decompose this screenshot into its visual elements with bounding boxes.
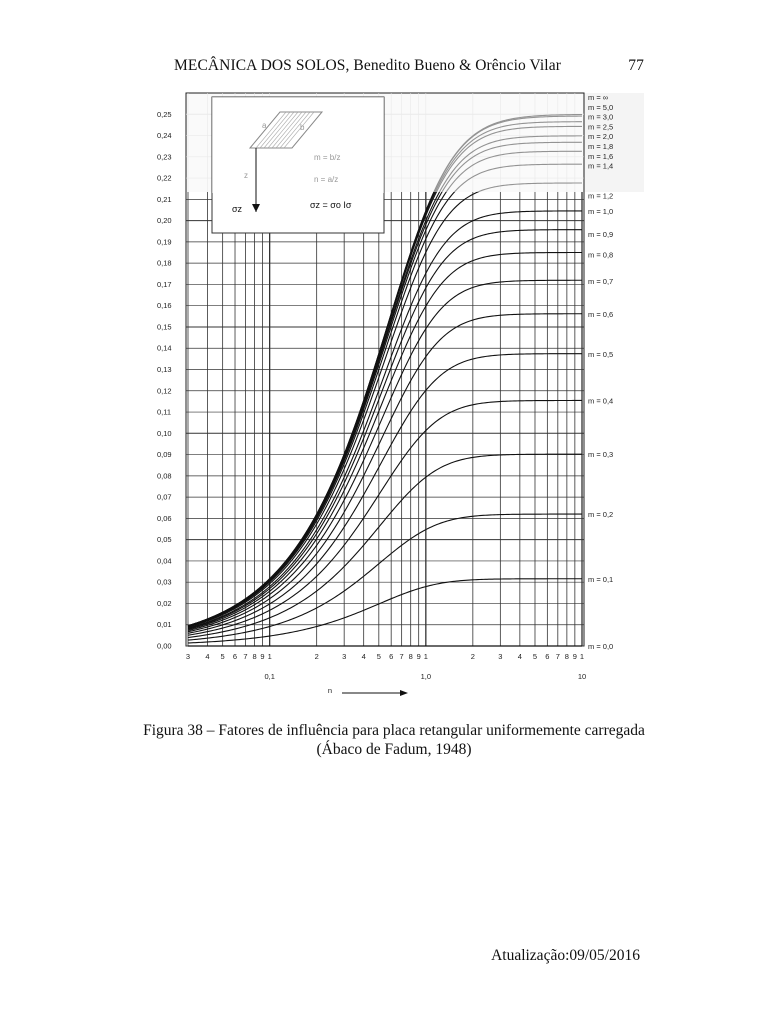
inset-label-z: z xyxy=(244,171,248,180)
x-tick-label: 7 xyxy=(243,652,248,661)
curve-m-1-0 xyxy=(188,211,582,628)
x-tick-label: 9 xyxy=(572,652,577,661)
y-tick-label: 0,20 xyxy=(157,216,172,226)
inset-diagram xyxy=(212,97,384,233)
x-tick-label: 5 xyxy=(532,652,538,661)
y-tick-label: 0,02 xyxy=(157,598,172,608)
inset-label-b: b xyxy=(300,123,305,132)
y-tick-label: 0,03 xyxy=(157,577,172,587)
y-tick-label: 0,18 xyxy=(157,258,172,268)
inset-label-sigma-z: σz xyxy=(232,204,243,214)
x-axis-ticks xyxy=(186,652,586,696)
y-tick-label: 0,12 xyxy=(157,386,172,396)
x-tick-label: 4 xyxy=(361,652,366,661)
x-tick-label: 3 xyxy=(498,652,503,661)
curve-m-0-8 xyxy=(188,252,582,629)
x-tick-label: 2 xyxy=(314,652,319,661)
caption-line-1: Figura 38 – Fatores de influência para placa retangular uniformemente carregada xyxy=(143,722,645,739)
curve-label: m = 2,0 xyxy=(588,132,614,142)
x-tick-label: 7 xyxy=(399,652,404,661)
x-tick-label: 6 xyxy=(545,652,550,661)
y-tick-label: 0,22 xyxy=(157,173,172,183)
y-tick-label: 0,09 xyxy=(157,450,172,460)
caption-line-2: (Ábaco de Fadum, 1948) xyxy=(316,741,472,758)
curve-label: m = 1,6 xyxy=(588,151,614,161)
x-tick-label: 1 xyxy=(579,652,585,661)
y-tick-label: 0,13 xyxy=(157,365,172,374)
y-tick-label: 0,10 xyxy=(157,428,172,438)
inset-eq-m: m = b/z xyxy=(314,153,341,162)
figure-caption xyxy=(120,721,668,759)
curve-m-0-9 xyxy=(188,230,582,629)
curve-label: m = 5,0 xyxy=(588,102,614,112)
x-axis-arrow-head xyxy=(400,690,408,696)
inset-eq-n: n = a/z xyxy=(314,175,339,184)
running-header-title: MECÂNICA DOS SOLOS, Benedito Bueno & Orêncio Vilar xyxy=(174,57,561,74)
y-tick-label: 0,25 xyxy=(157,109,172,119)
x-tick-label: 8 xyxy=(564,652,569,661)
x-tick-label: 9 xyxy=(260,652,265,661)
x-major-label: 0,1 xyxy=(264,672,275,681)
x-tick-label: 5 xyxy=(376,652,381,661)
y-tick-label: 0,14 xyxy=(157,343,172,353)
y-tick-label: 0,24 xyxy=(157,131,172,141)
x-major-label: 10 xyxy=(577,672,587,681)
y-tick-label: 0,23 xyxy=(157,152,172,162)
curve-m-0-3 xyxy=(188,454,582,637)
y-tick-label: 0,05 xyxy=(157,535,172,545)
y-tick-label: 0,15 xyxy=(157,322,172,332)
x-tick-label: 9 xyxy=(416,652,421,661)
curve-label: m = 0,5 xyxy=(588,349,614,359)
curve-label: m = 1,2 xyxy=(588,191,614,201)
inset-fade xyxy=(212,97,384,193)
curve-label: m = ∞ xyxy=(588,93,609,102)
curve-label: m = 0,9 xyxy=(588,229,614,239)
x-tick-label: 3 xyxy=(185,652,191,661)
y-tick-label: 0,04 xyxy=(157,556,172,566)
curve-label: m = 0,2 xyxy=(588,510,614,520)
y-tick-label: 0,00 xyxy=(157,641,172,651)
y-tick-label: 0,07 xyxy=(157,492,172,502)
curve-m-0-6 xyxy=(188,314,582,632)
curve-label: m = 0,0 xyxy=(588,642,614,651)
y-tick-label: 0,01 xyxy=(157,620,172,630)
x-tick-label: 2 xyxy=(470,652,475,661)
curve-label: m = 0,1 xyxy=(588,574,614,584)
inset-label-a: a xyxy=(262,121,267,130)
x-tick-label: 6 xyxy=(389,652,394,661)
x-tick-label: 3 xyxy=(342,652,347,661)
curve-label: m = 1,8 xyxy=(588,142,614,151)
curve-label: m = 0,7 xyxy=(588,276,614,286)
page-number: 77 xyxy=(628,57,644,74)
x-axis-label: n xyxy=(327,686,333,695)
curve-label: m = 0,3 xyxy=(588,450,614,460)
x-tick-label: 8 xyxy=(408,652,413,661)
curve-label: m = 0,4 xyxy=(588,396,614,406)
y-tick-label: 0,17 xyxy=(157,279,172,289)
y-tick-label: 0,19 xyxy=(157,237,172,247)
x-tick-label: 4 xyxy=(517,652,522,661)
x-tick-label: 5 xyxy=(220,652,225,661)
curve-label: m = 1,4 xyxy=(588,161,614,171)
x-tick-label: 4 xyxy=(205,652,210,661)
curve-m-0-2 xyxy=(188,514,582,640)
x-tick-label: 1 xyxy=(267,652,272,661)
curve-label: m = 0,6 xyxy=(588,310,614,320)
curve-label: m = 2,5 xyxy=(588,122,614,132)
curve-label: m = 1,0 xyxy=(588,206,614,216)
x-tick-label: 6 xyxy=(232,652,238,661)
y-axis-ticks xyxy=(157,110,172,651)
x-tick-label: 1 xyxy=(423,652,428,661)
y-tick-label: 0,21 xyxy=(157,194,172,204)
y-tick-label: 0,16 xyxy=(157,301,172,311)
y-tick-label: 0,08 xyxy=(157,471,172,481)
y-tick-label: 0,06 xyxy=(157,513,172,523)
curve-m-0-1 xyxy=(188,579,582,643)
x-tick-label: 7 xyxy=(555,652,560,661)
inset-eq-sigma: σz = σo Iσ xyxy=(310,200,352,210)
y-tick-label: 0,11 xyxy=(157,407,172,417)
x-tick-label: 8 xyxy=(252,652,257,661)
curve-label: m = 3,0 xyxy=(588,112,614,122)
curve-label: m = 0,8 xyxy=(588,250,614,260)
x-major-label: 1,0 xyxy=(420,672,432,681)
update-date: Atualização:09/05/2016 xyxy=(491,947,640,964)
